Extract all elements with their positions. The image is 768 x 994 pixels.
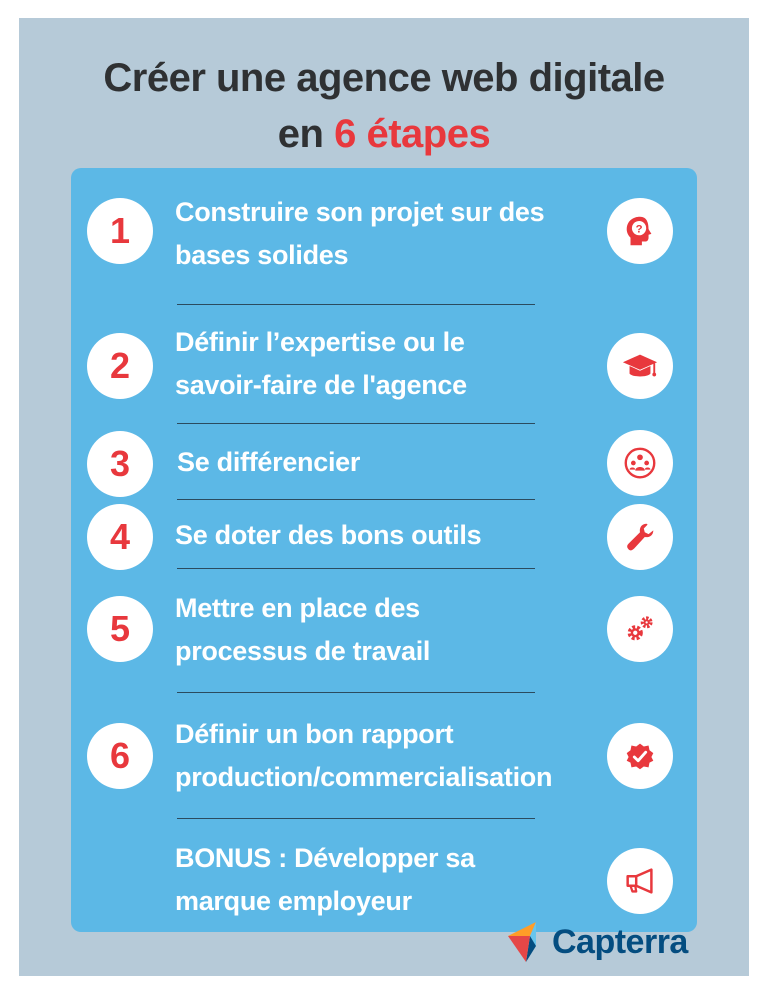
bonus-label-line-2: marque employeur — [175, 886, 412, 916]
step-number-badge: 5 — [87, 596, 153, 662]
step-label-line-1: Se doter des bons outils — [175, 520, 482, 550]
divider — [177, 818, 535, 819]
step-number-badge: 2 — [87, 333, 153, 399]
team-icon — [607, 430, 673, 496]
step-label-line-1: Mettre en place des — [175, 593, 420, 623]
infographic — [19, 18, 749, 976]
divider — [177, 692, 535, 693]
divider — [177, 423, 535, 424]
graduation-cap-icon — [607, 333, 673, 399]
title-line-2 — [19, 106, 749, 162]
step-label — [177, 441, 360, 484]
svg-text:?: ? — [635, 223, 643, 236]
step-label-line-2: processus de travail — [175, 636, 431, 666]
brand-name: Capterra — [552, 922, 688, 961]
wrench-icon — [607, 504, 673, 570]
step-label-line-2: savoir-faire de l'agence — [175, 370, 467, 400]
step-label-line-1: Définir un bon rapport — [175, 719, 454, 749]
gears-icon — [607, 596, 673, 662]
bonus-label — [175, 837, 475, 923]
title-accent: 6 étapes — [334, 112, 491, 156]
step-number-badge: 3 — [87, 431, 153, 497]
step-label-line-2: production/commercialisation — [175, 762, 553, 792]
step-label — [175, 191, 544, 277]
divider — [177, 568, 535, 569]
step-label-line-1: Définir l’expertise ou le — [175, 327, 465, 357]
step-label — [175, 587, 430, 673]
capterra-logo-icon — [506, 920, 550, 964]
capterra-logo — [506, 920, 688, 964]
check-badge-icon — [607, 723, 673, 789]
step-number-badge: 6 — [87, 723, 153, 789]
step-label-line-1: Construire son projet sur des — [175, 197, 545, 227]
megaphone-icon — [607, 848, 673, 914]
title-prefix: en — [277, 112, 335, 156]
step-number-badge: 4 — [87, 504, 153, 570]
page-title — [19, 50, 749, 162]
bonus-label-line-1: BONUS : Développer sa — [175, 843, 475, 873]
step-label-line-1: Se différencier — [177, 447, 361, 477]
title-line-1: Créer une agence web digitale — [103, 56, 665, 100]
steps-panel — [71, 168, 697, 932]
step-label-line-2: bases solides — [175, 240, 349, 270]
divider — [177, 304, 535, 305]
step-label — [175, 321, 467, 407]
head-question-icon — [607, 198, 673, 264]
divider — [177, 499, 535, 500]
step-number-badge: 1 — [87, 198, 153, 264]
step-label — [175, 514, 481, 557]
step-label — [175, 713, 552, 799]
